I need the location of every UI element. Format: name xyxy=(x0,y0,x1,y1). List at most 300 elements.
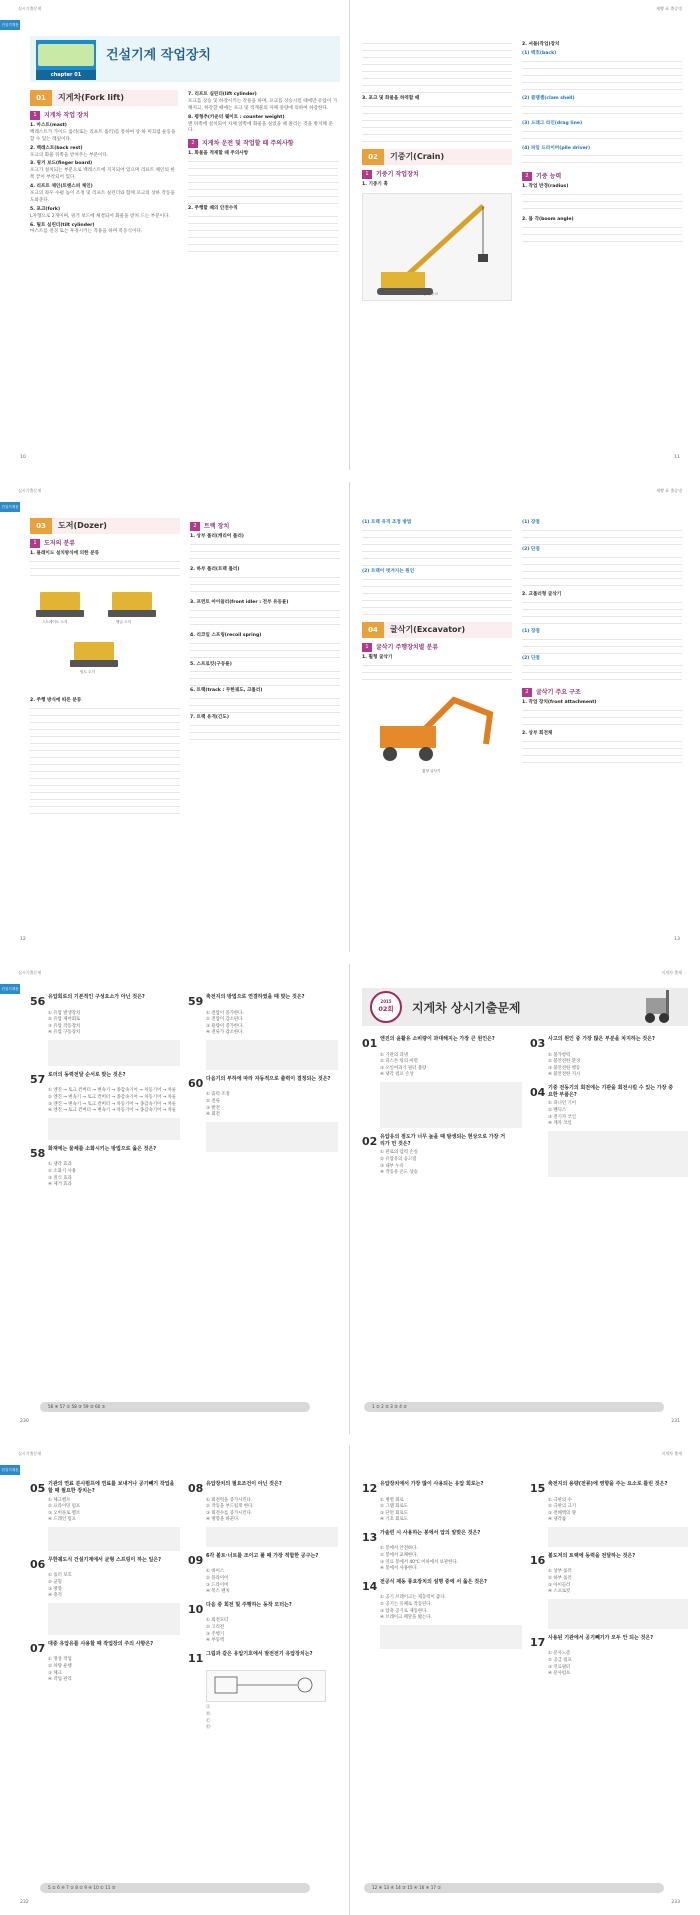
crane-diagram xyxy=(363,194,509,300)
option: ③ 연료필터 xyxy=(548,1664,571,1670)
text-lines xyxy=(362,662,512,684)
option: ③ 발전 xyxy=(206,1105,220,1111)
question xyxy=(188,1553,338,1596)
page-number: 13 xyxy=(674,937,680,943)
item-title: 5. 스프로킷(구동륜) xyxy=(190,661,232,667)
answer-bar: 5 ② 6 ④ 7 ② 8 ① 9 ④ 10 ① 11 ③ xyxy=(40,1883,310,1893)
question xyxy=(30,1146,180,1189)
subsection-header xyxy=(522,688,682,697)
item-desc: 포크가 설치되는 부분으로 백레스트에 지지되어 있으며 리프트 체인의 한쪽 끝이 부착되어 있다. xyxy=(30,168,175,181)
column-right xyxy=(522,40,682,248)
text-lines xyxy=(362,103,512,143)
item-desc: 맨 뒤쪽에 설치되어 차체 앞쪽에 화물을 실었을 때 쏠리는 것을 방지해 준다. xyxy=(188,121,333,134)
question-text: 유압회로의 기본적인 구성요소가 아닌 것은? xyxy=(48,994,145,1000)
option: ③ 주행기 xyxy=(206,1631,225,1637)
item-title: 4. 리프트 체인(트랜스퍼 체인) xyxy=(30,184,93,190)
text-lines xyxy=(190,574,340,598)
subsection-header xyxy=(30,111,178,120)
forklift-wheel xyxy=(659,1013,669,1023)
chapter-illustration xyxy=(38,44,94,66)
item-subtitle: (1) 장점 xyxy=(522,628,540,634)
item-subtitle: (1) 장점 xyxy=(522,520,540,525)
option: ① 체크밸브 xyxy=(48,1497,71,1503)
item-title: 2. 백레스트(back rest) xyxy=(30,145,83,151)
subsection-header xyxy=(30,539,180,548)
spread-3 xyxy=(0,964,700,1434)
question xyxy=(362,1579,522,1649)
question-text: 유압장치의 필요조건이 아닌 것은? xyxy=(206,1481,282,1487)
subsection-number: 2 xyxy=(522,688,532,697)
explanation-box xyxy=(206,1040,338,1070)
option: ③ 질식 효과 xyxy=(48,1175,72,1181)
running-header: 실시기출문제 xyxy=(18,6,42,11)
subsection-title: 굴삭기 주행장치별 분류 xyxy=(376,643,439,651)
item-title: 8. 평형추(카운터 웨이트 : counter weight) xyxy=(188,114,285,120)
question-number: 59 xyxy=(188,995,204,1008)
text-lines xyxy=(190,607,340,631)
item-title: 1. 작업 반경(radius) xyxy=(522,184,569,190)
option: ① 극판의 수 xyxy=(548,1497,572,1503)
question-text: 로더의 동력전달 순서로 맞는 것은? xyxy=(48,1071,126,1078)
page-number: 230 xyxy=(20,1419,29,1425)
chapter-banner-area xyxy=(30,36,340,88)
question-number: 17 xyxy=(530,1635,546,1649)
item-desc: 포크의 좌우 수평 높이 조정 및 리프트 실린더와 함께 포크의 상하 작동을 도와준다. xyxy=(30,191,175,203)
question xyxy=(362,1481,522,1524)
question-text: 6각 볼트·너트를 조이고 풀 때 가장 적합한 공구는? xyxy=(206,1552,319,1559)
explanation-box xyxy=(548,1131,688,1177)
page-number: 232 xyxy=(20,1900,29,1906)
hydraulic-symbol-figure xyxy=(206,1670,326,1702)
option: ③ 드라이버 xyxy=(206,1582,229,1588)
crane-boom xyxy=(403,206,483,279)
option: ① 분사노즐 xyxy=(548,1651,571,1657)
page-number: 12 xyxy=(20,937,26,943)
option: ③ 전해액의 양 xyxy=(548,1510,576,1516)
option: ① 회전력을 증가시킨다. xyxy=(206,1497,253,1503)
option: ② 작동을 부드럽게 한다. xyxy=(206,1504,254,1510)
item-title: 2. 주행 방식에 따른 분류 xyxy=(30,697,82,703)
option: ② 소화기 사용 xyxy=(48,1168,76,1174)
spread-4 xyxy=(0,1445,700,1915)
item-title: 5. 포크(fork) xyxy=(30,206,61,212)
question-number: 57 xyxy=(30,1072,46,1086)
option: ② 극판의 크기 xyxy=(548,1504,576,1510)
text-lines xyxy=(522,224,682,248)
question xyxy=(188,1076,338,1152)
section-header xyxy=(30,90,178,106)
option: ④ 냉각 펌프 손상 xyxy=(380,1072,414,1078)
item-subtitle: (2) 트랙이 벗겨지는 원인 xyxy=(362,568,415,574)
explanation-box xyxy=(48,1603,180,1635)
section-header xyxy=(362,149,512,165)
running-header: 지게차 출제 xyxy=(661,1451,682,1456)
option: ① 롤러 보호 xyxy=(48,1573,72,1579)
explanation-box xyxy=(206,1122,338,1152)
dozer-body xyxy=(74,642,114,660)
question-column xyxy=(30,994,180,1195)
chapter-label: chapter 01 xyxy=(36,70,96,80)
item-subtitle: (1) 트랙 유격 조정 방법 xyxy=(362,520,412,525)
option: ② 불안전한 환경 xyxy=(548,1059,581,1065)
option: ② 전류 xyxy=(206,1099,220,1105)
explanation-box xyxy=(548,1527,688,1547)
page-number: 10 xyxy=(20,455,26,461)
option: ③ 체크 xyxy=(48,1670,62,1676)
option: ① 봉에서 안전하다. xyxy=(380,1546,418,1552)
forklift-body xyxy=(646,998,666,1014)
text-lines xyxy=(190,722,340,746)
option: ④ 계자 코일 xyxy=(548,1121,572,1127)
option: ④ 냉각률 xyxy=(548,1517,567,1523)
question-number: 06 xyxy=(30,1557,46,1571)
question-number: 14 xyxy=(362,1579,378,1593)
item-title: 2. 크롤러형 굴삭기 xyxy=(522,591,562,597)
crane-cab xyxy=(381,272,425,288)
chapter-title: 건설기계 작업장치 xyxy=(106,48,211,63)
excavator-wheel xyxy=(419,747,433,761)
section-header xyxy=(362,622,512,638)
question-text: 전공식 제동 풍요장치의 설명 중에 서 옳은 것은? xyxy=(380,1578,487,1585)
question-number: 11 xyxy=(188,1651,204,1665)
answer-bar: 56 ④ 57 ① 58 ③ 59 ③ 60 ② xyxy=(40,1402,310,1412)
option: ② 공급 펌프 xyxy=(548,1657,572,1663)
question-column xyxy=(188,1481,338,1738)
option: ② 유압 제어회로 xyxy=(48,1017,81,1023)
section-tab: 건설기계운전 xyxy=(0,20,20,30)
chapter-banner xyxy=(30,36,340,82)
option: ② 차량 운행 xyxy=(48,1663,72,1669)
item-title: 2. 상부 회전체 xyxy=(522,731,553,737)
option: ③ 연료 봉에서 40℃ 이하에서 보관한다. xyxy=(380,1559,458,1565)
option: ④ 전류가 감소한다. xyxy=(206,1030,244,1036)
option: ③ 전기자 코일 xyxy=(548,1114,576,1120)
text-lines xyxy=(522,636,682,654)
question-column xyxy=(362,1036,522,1183)
subsection-title: 굴삭기 주요 구조 xyxy=(536,689,581,697)
option: ④ 불안전한 지시 xyxy=(548,1072,581,1078)
explanation-box xyxy=(380,1625,522,1649)
option: ① 관로의 압력 손실 xyxy=(380,1150,418,1156)
item-title: 1. 상부 롤러(캐리어 롤러) xyxy=(190,534,244,539)
option: ③ 오일여과기 필터 불량 xyxy=(380,1065,427,1071)
item-title: 6. 틸트 실린더(tilt cylinder) xyxy=(30,222,95,228)
excavator-wheel xyxy=(383,747,397,761)
option: ③ 회전수를 증가시킨다. xyxy=(206,1510,253,1516)
forklift-illustration xyxy=(638,988,678,1026)
text-lines xyxy=(522,103,682,119)
option: ② 엔진 → 변속기 → 토크 컨버터 → 종감속기어 → 차동기어 → 차륜 xyxy=(48,1095,177,1101)
question-number: 07 xyxy=(30,1641,46,1655)
explanation-box xyxy=(206,1527,338,1547)
dozer-figure xyxy=(30,584,180,694)
option: ① 냉각 효과 xyxy=(48,1162,72,1168)
question-text: 화재에는 물체를 소화시키는 방법으로 옳은 것은? xyxy=(48,1145,157,1152)
section-title: 지게차(Fork lift) xyxy=(58,93,124,102)
option: ④ 부동액 xyxy=(206,1638,225,1644)
question-text: 다음기의 부하에 따라 자동적으로 출력이 결정되는 것은? xyxy=(206,1075,331,1082)
item-subtitle: (3) 드래그 라인(drag line) xyxy=(522,120,583,126)
figure-caption: 앵글 도저 xyxy=(116,619,132,624)
subsection-header xyxy=(362,170,512,179)
text-lines xyxy=(522,662,682,684)
question-text: 사고의 원인 중 가장 많은 부분을 차지하는 것은? xyxy=(548,1036,655,1042)
running-header: 지게차 출제 xyxy=(661,970,682,975)
option: ③ 오버플로 밸브 xyxy=(48,1510,81,1516)
question-text: 유압유의 점도가 너무 높을 때 발생되는 현상으로 가장 거리가 먼 것은? xyxy=(380,1133,506,1147)
item-desc: 포크의 화물 뒤쪽을 받쳐주는 부분이다. xyxy=(30,152,109,158)
subsection-title: 트랙 장치 xyxy=(204,523,230,530)
running-header: 실시기출문제 xyxy=(18,970,42,975)
question-number: 58 xyxy=(30,1146,46,1160)
text-lines xyxy=(522,128,682,144)
item-title: 3. 핑거 보드(finger board) xyxy=(30,161,93,167)
page-232 xyxy=(0,1445,350,1915)
option: ④ 브레이크 페달을 밟는다. xyxy=(380,1615,432,1621)
item-title: 7. 리프트 실린더(lift cylinder) xyxy=(188,92,257,97)
option: ③ 압축 공기로 제동한다. xyxy=(380,1608,428,1614)
question xyxy=(30,994,180,1066)
option: Ⓐ xyxy=(206,1705,211,1711)
option: ④ 회전 xyxy=(206,1112,220,1118)
question-text: 그림과 같은 유압기호에서 발전전기 유압장치는? xyxy=(206,1650,313,1657)
option: ① 공기 브레이크는 제동력이 좋다. xyxy=(380,1595,447,1601)
question-text: 기관의 연료 분사펌프에 연료를 보내거나 공기빼기 작업을 할 때 필요한 장치는? xyxy=(48,1481,175,1494)
figure-caption: 휠형 굴삭기 xyxy=(422,769,441,774)
subsection-number: 2 xyxy=(190,522,200,531)
subsection-header xyxy=(522,172,682,181)
option: ③ 용량이 증가한다. xyxy=(206,1023,244,1029)
option: ① 엔진 → 토크 컨버터 → 변속기 → 종감속기어 → 차동기어 → 차륜 xyxy=(48,1088,177,1094)
spread-1 xyxy=(0,0,700,470)
item-title: 2. 하부 롤러(트랙 롤러) xyxy=(190,566,240,572)
option: ② 그램 회로도 xyxy=(380,1504,408,1510)
question-number: 15 xyxy=(530,1482,546,1495)
figure-caption: 스트레이트 도저 xyxy=(42,619,68,624)
explanation-box xyxy=(548,1599,688,1629)
text-lines xyxy=(190,541,340,565)
subsection-number: 1 xyxy=(30,111,40,120)
question xyxy=(362,1530,522,1573)
question-number: 05 xyxy=(30,1482,46,1495)
subsection-number: 2 xyxy=(188,139,198,148)
item-desc: 포크를 상승 및 하강시키는 작용을 하며, 포크를 상승시킬 때에만 유압이 가해지고, 하강할 때에는 포크 및 적재물의 자체 중량에 의하여 하강한다. xyxy=(188,98,338,111)
option: Ⓑ xyxy=(206,1711,211,1717)
subsection-number: 1 xyxy=(362,170,372,179)
option: ④ 충격 xyxy=(48,1593,62,1599)
question-number: 01 xyxy=(362,1037,378,1050)
question xyxy=(188,1481,338,1547)
section-number: 01 xyxy=(30,90,52,106)
spread-2 xyxy=(0,482,700,952)
answer-bar: 12 ④ 13 ④ 14 ③ 15 ④ 16 ④ 17 ① xyxy=(364,1883,664,1893)
question-number: 56 xyxy=(30,995,46,1008)
question-text: 무한궤도식 건설기계에서 균형 스프링이 하는 일은? xyxy=(48,1556,162,1563)
question xyxy=(530,1036,688,1079)
exam-year: 2015 xyxy=(380,999,392,1004)
question xyxy=(530,1085,688,1177)
option: ① 바이스 xyxy=(206,1569,225,1575)
option: ③ 단면 회로도 xyxy=(380,1510,408,1516)
option: ④ 작동유 온도 상승 xyxy=(380,1170,418,1176)
explanation-box xyxy=(380,1082,522,1128)
item-title: 7. 트랙 유격(긴도) xyxy=(190,715,229,721)
column-left xyxy=(30,518,180,815)
question-column xyxy=(362,1481,522,1655)
column-left xyxy=(30,90,178,236)
option: ③ 유압 작동장치 xyxy=(48,1023,81,1029)
option: ② 벤딕스 xyxy=(548,1108,567,1114)
item-desc: 마스트를 전경 또는 후경시키는 작용을 하며 복동식이다. xyxy=(30,229,143,235)
question xyxy=(530,1553,688,1629)
option: ① 병렬 회로 xyxy=(380,1497,404,1503)
dozer-track xyxy=(36,610,84,617)
section-number: 02 xyxy=(362,149,384,165)
subsection-header xyxy=(362,643,512,652)
section-header xyxy=(30,518,180,534)
question-number: 08 xyxy=(188,1482,204,1495)
question-text: 가솔린 시 사용하는 봉에서 압의 알맞은 것은? xyxy=(380,1529,481,1536)
symbol-circle xyxy=(298,1678,312,1692)
item-list xyxy=(30,123,178,236)
page-number: 11 xyxy=(674,455,680,461)
dozer-track xyxy=(108,610,156,617)
figure-caption: 붐과 후크 xyxy=(423,292,439,297)
option: ④ 제거 효과 xyxy=(48,1182,72,1188)
text-lines xyxy=(362,527,512,567)
symbol-box xyxy=(215,1677,237,1693)
item-title: 1. 블레이드 설치방식에 의한 분류 xyxy=(30,551,100,556)
question xyxy=(188,994,338,1070)
question-text: 축전지의 방법으로 연결하였을 때 맞는 것은? xyxy=(206,994,305,1000)
question-text: 축전지의 용량(전류)에 영향을 주는 요소로 틀린 것은? xyxy=(548,1481,668,1487)
item-title: 2. 붐 각(boom angle) xyxy=(522,217,574,223)
item-title: 3. 프런트 아이들러(front idler : 전부 유동륜) xyxy=(190,599,289,605)
section-number: 04 xyxy=(362,622,384,638)
option: ④ 드레인 펌프 xyxy=(48,1517,76,1523)
question-column xyxy=(188,994,338,1158)
question xyxy=(530,1635,688,1678)
item-desc: L자형으로 2개이며, 핑거 보드에 체결되어 화물을 받쳐 드는 부분이다. xyxy=(30,213,170,219)
option: ① 기관의 과냉 xyxy=(380,1052,408,1058)
question-text: 사용된 기관에서 공기빼기가 모두 안 되는 것은? xyxy=(548,1634,654,1641)
page-number: 231 xyxy=(671,1419,680,1425)
subsection-title: 도저의 분류 xyxy=(44,540,76,547)
option: ② 플라이어 xyxy=(206,1576,229,1582)
text-lines xyxy=(522,191,682,215)
exam-title: 지게차 상시기출문제 xyxy=(412,1001,521,1015)
option: ① 전압이 증가한다. xyxy=(206,1010,244,1016)
option: ② 하부 롤러 xyxy=(548,1576,572,1582)
page-231 xyxy=(350,964,700,1434)
text-lines xyxy=(522,527,682,545)
question xyxy=(188,1651,338,1732)
question-column xyxy=(30,1481,180,1690)
item-title: 2. 셔블(작업)장치 xyxy=(522,42,560,47)
question xyxy=(30,1072,180,1140)
text-lines xyxy=(522,58,682,94)
item-subtitle: (4) 파일 드라이버(pile driver) xyxy=(522,145,591,151)
subsection-title: 기중 능력 xyxy=(536,173,562,181)
option: ① 회전모터 xyxy=(206,1618,229,1624)
question xyxy=(30,1481,180,1551)
dozer-body xyxy=(40,592,80,610)
dozer-track xyxy=(70,660,118,667)
figure-caption: 틸트 도저 xyxy=(80,669,96,674)
item-subtitle: (2) 단점 xyxy=(522,655,540,661)
excavator-body xyxy=(380,726,436,748)
subsection-number: 2 xyxy=(522,172,532,181)
option: ④ 작업 관리 xyxy=(48,1677,72,1683)
text-lines xyxy=(522,554,682,590)
excavator-diagram xyxy=(362,688,510,768)
page-230 xyxy=(0,964,350,1434)
question xyxy=(30,1557,180,1635)
question-text: 기중 전동기의 회전에는 기관을 회전시킬 수 있는 가장 중요한 부품은? xyxy=(548,1084,674,1098)
item-title: 1. 기중기 훅 xyxy=(362,181,388,187)
option: ① 출력 조정 xyxy=(206,1092,230,1098)
subsection-title: 지게차 작업 장치 xyxy=(44,112,89,119)
option: ④ 스프로킷 xyxy=(548,1589,571,1595)
item-title: 1. 휠형 굴삭기 xyxy=(362,654,393,660)
question xyxy=(530,1481,688,1547)
note-title: 1. 화물을 적재할 때 주의사항 xyxy=(188,151,249,157)
explanation-box xyxy=(48,1118,180,1140)
excavator-figure xyxy=(362,688,512,776)
option: ③ 불안전한 행동 xyxy=(548,1065,581,1071)
subsection-title: 지게차 운전 및 작업할 때 주의사항 xyxy=(202,140,294,148)
question-number: 02 xyxy=(362,1134,378,1148)
option: ① 상부 롤러 xyxy=(548,1569,572,1575)
question-column xyxy=(530,1481,688,1684)
question-number: 03 xyxy=(530,1037,546,1050)
section-title: 기중기(Crain) xyxy=(390,151,445,161)
option: ② 유압유의 응고점 xyxy=(380,1157,417,1163)
section-tab: 건설기계운전 xyxy=(0,502,20,512)
column-right xyxy=(522,518,682,768)
question-text: 볼도저의 트랙에 동력을 전달하는 것은? xyxy=(548,1552,636,1559)
subsection-header xyxy=(188,139,338,148)
option: ④ 엔진 → 토크 컨버터 → 변속기 → 차동기어 → 종감속기어 → 차륜 xyxy=(48,1108,177,1114)
option: ④ 유압 구동장치 xyxy=(48,1030,81,1036)
text-lines xyxy=(190,640,340,660)
column-right xyxy=(188,90,338,253)
question xyxy=(362,1134,522,1177)
running-header: 제빵 표 출증명 xyxy=(656,488,682,493)
exam-header xyxy=(362,988,688,1026)
option: ③ 방향 xyxy=(48,1586,62,1592)
question xyxy=(30,1641,180,1684)
option: ② 균형 xyxy=(48,1580,62,1586)
option: ① 피니언 기어 xyxy=(548,1101,576,1107)
option: ① 정상 작업 xyxy=(48,1657,72,1663)
text-lines xyxy=(522,599,682,627)
option: ② 프라이밍 펌프 xyxy=(48,1504,81,1510)
section-tab: 건설기계운전 xyxy=(0,984,20,994)
question-text: 다음 중 회전 및 주행하는 동작 모터는? xyxy=(206,1601,292,1608)
question-number: 16 xyxy=(530,1553,546,1567)
page-11 xyxy=(350,0,700,470)
question-number: 10 xyxy=(188,1602,204,1616)
option: ④ 기호 회로도 xyxy=(380,1517,408,1523)
explanation-box xyxy=(48,1527,180,1551)
text-lines xyxy=(522,152,682,168)
section-title: 굴삭기(Excavator) xyxy=(390,624,466,634)
option: ④ 복스 렌치 xyxy=(206,1589,230,1595)
item-subtitle: (2) 단점 xyxy=(522,546,540,552)
item-desc: 백레스트가 가이드 롤러(또는 리프트 롤러)를 통하여 상·하 미끄럼 운동을 할 수 있는 레일이다. xyxy=(30,129,176,142)
item-title: 4. 리코일 스프링(recoil spring) xyxy=(190,632,262,638)
